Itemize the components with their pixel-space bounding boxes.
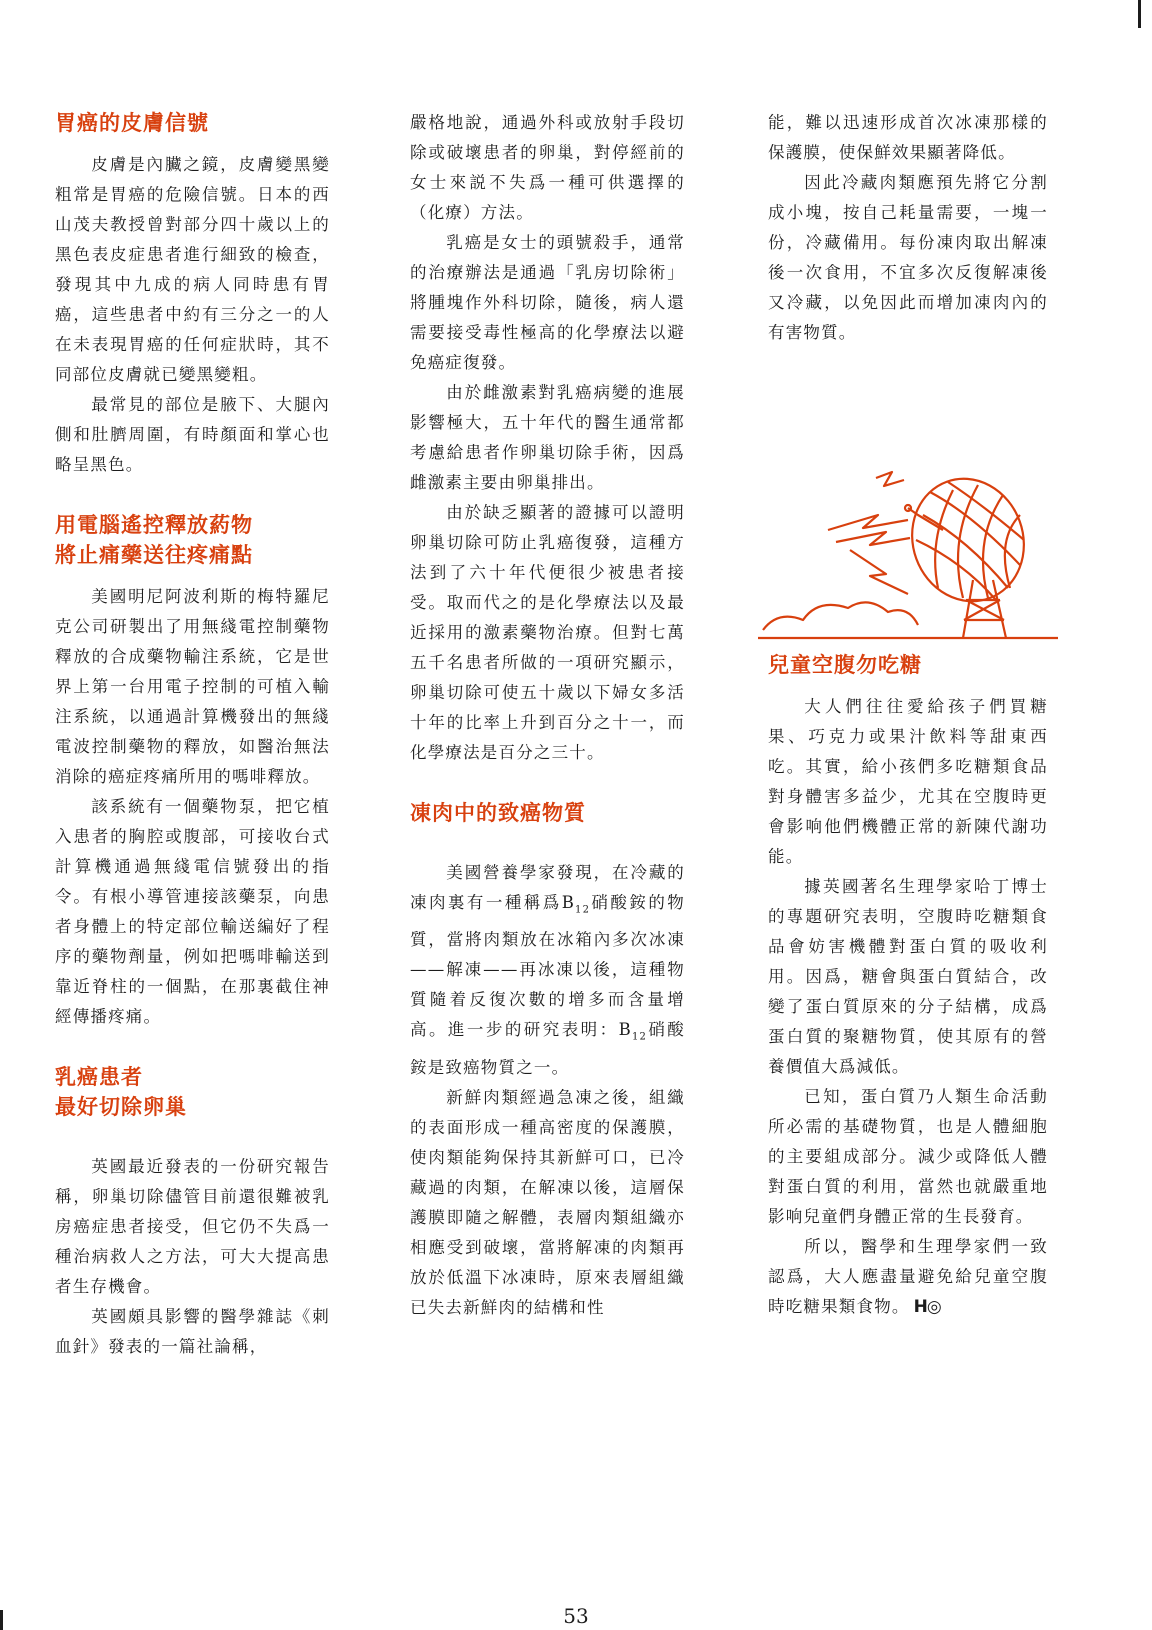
column-2 [410,108,685,1323]
column-3-lower [768,650,1048,1322]
end-mark-logo: H◎ [913,1297,941,1317]
paragraph: 美國營養學家發現，在冷藏的凍肉裏有一種稱爲$B_{12}$硝酸銨的物質，當將肉類放在冰箱內多次冰凍——解凍——再冰凍以後，這種物質隨着反復次數的增多而含量增高。進一步的研究表明：$B_{12}$硝酸銨是致癌物質之一。 [410,863,685,1077]
paragraph: 美國明尼阿波利斯的梅特羅尼克公司研製出了用無綫電控制藥物釋放的合成藥物輸注系統，它是世界上第一台用電子控制的可植入輸注系統，以通過計算機發出的無綫電波控制藥物的釋放，如醫治無法消除的癌症疼痛所用的嗎啡釋放。 [55,587,330,786]
heading-stomach-cancer: 胃癌的皮膚信號 [55,111,209,135]
scan-mark [1138,0,1141,28]
column-3 [768,108,1048,348]
paragraph: 大人們往往愛給孩子們買糖果、巧克力或果汁飲料等甜東西吃。其實，給小孩們多吃糖類食品對身體害多益少，尤其在空腹時更會影响他們機體正常的新陳代謝功能。 [768,697,1048,866]
satellite-dish-icon [758,470,1058,645]
paragraph: 英國頗具影響的醫學雜誌《刺血針》發表的一篇社論稱， [55,1307,330,1356]
paragraph-continued: 能，難以迅速形成首次冰凍那樣的保護膜，使保鮮效果顯著降低。 [768,113,1048,162]
page-number: 53 [563,1604,589,1628]
paragraph: 該系統有一個藥物泵，把它植入患者的胸腔或腹部，可接收台式計算機通過無綫電信號發出的指令。有根小導管連接該藥泵，向患者身體上的特定部位輸送編好了程序的藥物劑量，例如把嗎啡輸送到靠近脊柱的一個點，在那裏截住神經傳播疼痛。 [55,797,330,1026]
paragraph-continued: 嚴格地說，通過外科或放射手段切除或破壞患者的卵巢，對停經前的女士來説不失爲一種可供選擇的（化療）方法。 [410,113,685,222]
paragraph: 已知，蛋白質乃人類生命活動所必需的基礎物質，也是人體細胞的主要組成部分。減少或降低人體對蛋白質的利用，當然也就嚴重地影响兒童們身體正常的生長發育。 [768,1087,1048,1226]
paragraph: 據英國著名生理學家哈丁博士的專題研究表明，空腹時吃糖類食品會妨害機體對蛋白質的吸收利用。因爲，糖會與蛋白質結合，改變了蛋白質原來的分子結構，成爲蛋白質的聚糖物質，使其原有的營養價值大爲減低。 [768,877,1048,1076]
paragraph: 新鮮肉類經過急凍之後，組織的表面形成一種高密度的保護膜，使肉類能夠保持其新鮮可口，已冷藏過的肉類，在解凍以後，這層保護膜即隨之解體，表層肉類組織亦相應受到破壞，當將解凍的肉類再放於低溫下冰凍時，原來表層組織已失去新鮮肉的結構和性 [410,1087,685,1317]
heading-frozen-meat: 凍肉中的致癌物質 [410,801,586,825]
scan-mark [0,1610,3,1630]
paragraph: 因此冷藏肉類應預先將它分割成小塊，按自己耗量需要，一塊一份，冷藏備用。每份凍肉取出解凍後一次食用，不宜多次反復解凍後又冷藏，以免因此而增加凍肉內的有害物質。 [768,173,1048,342]
heading-remote-drug-release: 用電腦遙控釋放葯物 將止痛藥送往疼痛點 [55,513,253,567]
paragraph: 皮膚是內臟之鏡，皮膚變黑變粗常是胃癌的危險信號。日本的西山茂夫教授曾對部分四十歲以上的黑色表皮症患者進行細致的檢查，發現其中九成的病人同時患有胃癌，這些患者中約有三分之一的人在未表現胃癌的任何症狀時，其不同部位皮膚就已變黑變粗。 [55,155,330,384]
heading-children-sugar: 兒童空腹勿吃糖 [768,653,922,677]
paragraph: 英國最近發表的一份研究報告稱，卵巢切除儘管目前還很難被乳房癌症患者接受，但它仍不失爲一種治病救人之方法，可大大提高患者生存機會。 [55,1157,330,1296]
paragraph: 由於雌激素對乳癌病變的進展影響極大，五十年代的醫生通常都考慮給患者作卵巢切除手術，因爲雌激素主要由卵巢排出。 [410,383,685,492]
column-1 [55,108,330,1362]
paragraph: 由於缺乏顯著的證據可以證明卵巢切除可防止乳癌復發，這種方法到了六十年代便很少被患者接受。取而代之的是化學療法以及最近採用的激素藥物治療。但對七萬五千名患者所做的一項研究顯示，卵巢切除可使五十歲以下婦女多活十年的比率上升到百分之十一，而化學療法是百分之三十。 [410,503,685,762]
paragraph: 乳癌是女士的頭號殺手，通常的治療辦法是通過「乳房切除術」將腫塊作外科切除，隨後，病人還需要接受毒性極高的化學療法以避免癌症復發。 [410,233,685,372]
heading-breast-cancer: 乳癌患者 最好切除卵巢 [55,1065,187,1119]
paragraph: 所以，醫學和生理學家們一致認爲，大人應盡量避免給兒童空腹時吃糖果類食物。 H◎ [768,1237,1048,1317]
paragraph: 最常見的部位是腋下、大腿內側和肚臍周圍，有時顏面和掌心也略呈黑色。 [55,395,330,474]
